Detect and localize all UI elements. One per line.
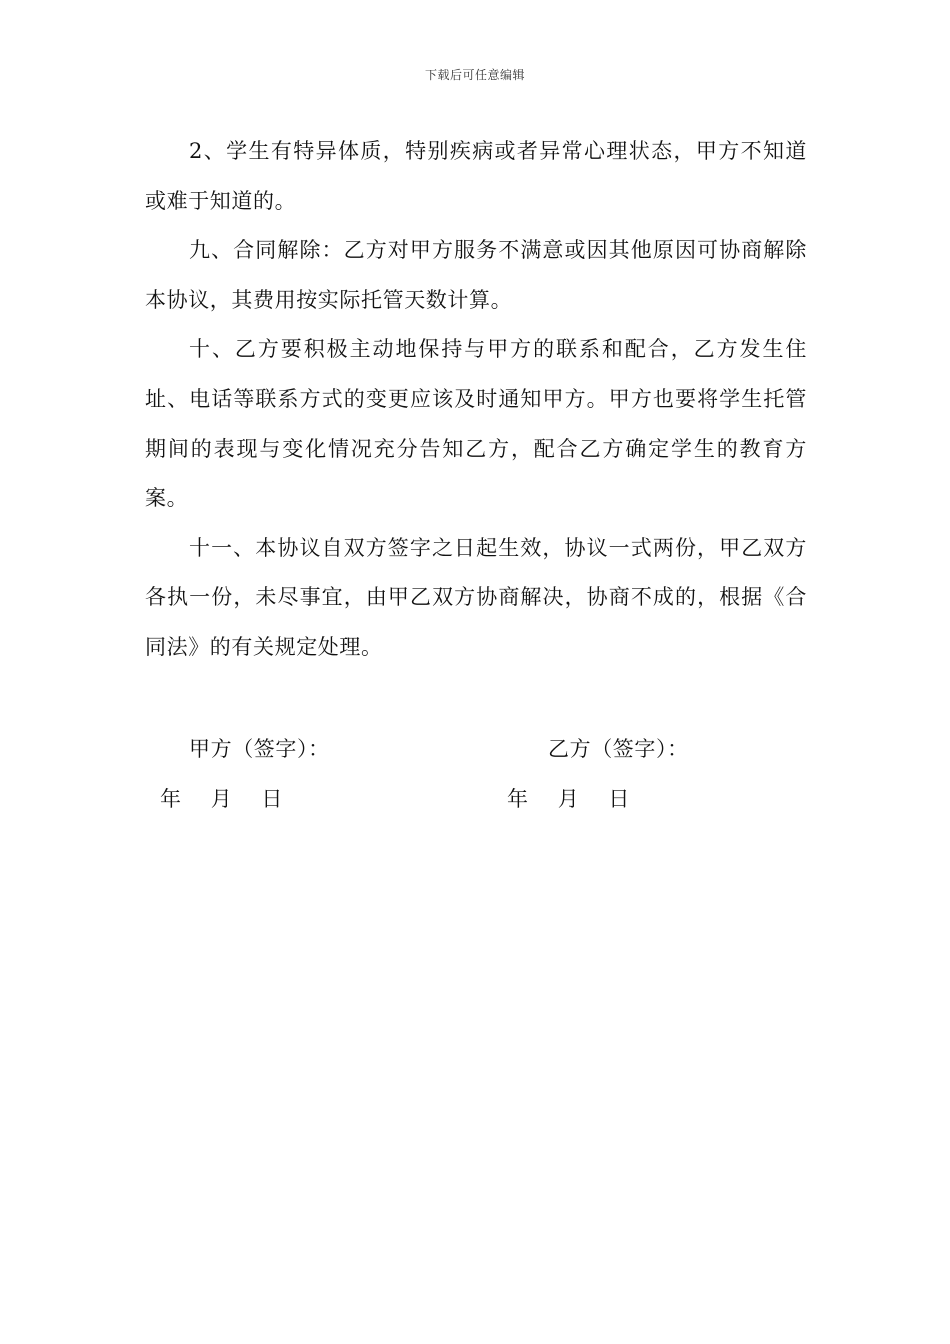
party-b-date-line: 年 月 日 bbox=[507, 787, 631, 811]
clause-paragraph: 十一、本协议自双方签字之日起生效，协议一式两份，甲乙双方各执一份，未尽事宜，由甲乙双方协商解决，协商不成的，根据《合同法》的有关规定处理。 bbox=[145, 535, 807, 659]
party-b-signature-label: 乙方（签字）： bbox=[548, 737, 689, 761]
party-a-date-line: 年 月 日 bbox=[160, 787, 284, 811]
party-a-signature-label: 甲方（签字）： bbox=[189, 737, 330, 761]
clause-paragraph: 十、乙方要积极主动地保持与甲方的联系和配合，乙方发生住址、电话等联系方式的变更应该及时通知甲方。甲方也要将学生托管期间的表现与变化情况充分告知乙方，配合乙方确定学生的教育方案。 bbox=[145, 337, 807, 511]
contract-body bbox=[145, 127, 807, 673]
clause-paragraph: 2、学生有特异体质，特别疾病或者异常心理状态，甲方不知道或难于知道的。 bbox=[145, 139, 807, 213]
clause-paragraph: 九、合同解除：乙方对甲方服务不满意或因其他原因可协商解除本协议，其费用按实际托管天数计算。 bbox=[145, 238, 807, 312]
page-header-note: 下载后可任意编辑 bbox=[424, 68, 525, 82]
